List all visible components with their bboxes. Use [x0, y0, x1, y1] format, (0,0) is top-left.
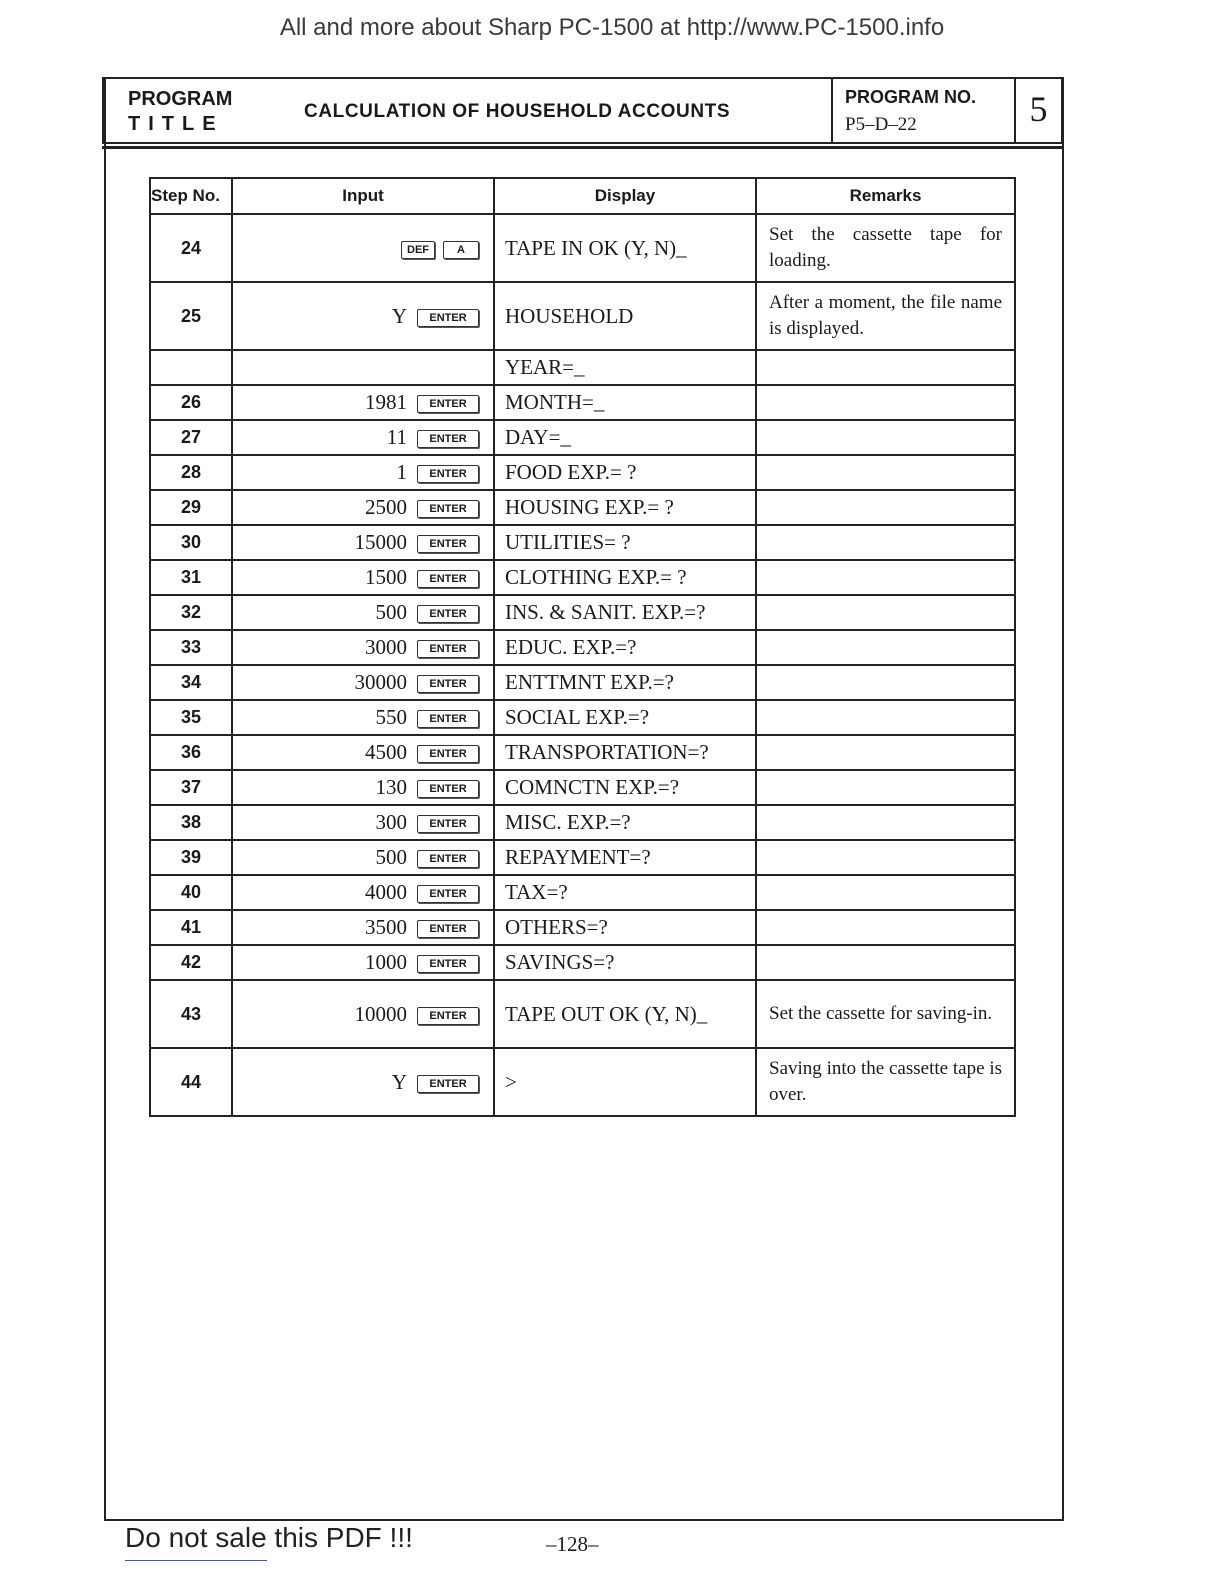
enter-key-icon: ENTER [417, 675, 479, 693]
input-value: 11 [386, 425, 407, 449]
step-number: 24 [150, 214, 232, 282]
footer-notice-underline [125, 1560, 267, 1561]
program-number-value: P5–D–22 [845, 114, 917, 135]
table-row [150, 700, 1015, 735]
remarks-text: Saving into the cassette tape is over. [756, 1048, 1015, 1116]
table-row [150, 805, 1015, 840]
remarks-text [756, 945, 1015, 980]
input-value: Y [391, 303, 407, 328]
table-row [150, 910, 1015, 945]
remarks-text: Set the cassette tape for loading. [756, 214, 1015, 282]
input-value: 4500 [365, 740, 407, 764]
enter-key-icon: ENTER [417, 710, 479, 728]
table-row [150, 735, 1015, 770]
table-row [150, 630, 1015, 665]
remarks-text [756, 560, 1015, 595]
display-text: ENTTMNT EXP.=? [494, 665, 756, 700]
input-cell [232, 490, 494, 525]
step-number: 44 [150, 1048, 232, 1116]
display-text: TAPE OUT OK (Y, N)_ [494, 980, 756, 1048]
a-key-icon: A [443, 241, 479, 259]
column-header-remarks: Remarks [756, 178, 1015, 214]
step-number: 43 [150, 980, 232, 1048]
input-cell [232, 560, 494, 595]
enter-key-icon: ENTER [417, 640, 479, 658]
input-cell [232, 980, 494, 1048]
input-value: 500 [375, 600, 407, 624]
input-value: 300 [375, 810, 407, 834]
step-number: 33 [150, 630, 232, 665]
display-text: TAX=? [494, 875, 756, 910]
remarks-text [756, 420, 1015, 455]
input-value: Y [391, 1069, 407, 1094]
input-value: 130 [375, 775, 407, 799]
enter-key-icon: ENTER [417, 535, 479, 553]
input-cell [232, 630, 494, 665]
input-cell [232, 1048, 494, 1116]
display-text: CLOTHING EXP.= ? [494, 560, 756, 595]
enter-key-icon: ENTER [417, 1075, 479, 1093]
input-cell [232, 455, 494, 490]
input-cell [232, 420, 494, 455]
table-row [150, 282, 1015, 350]
table-row [150, 875, 1015, 910]
input-value: 1981 [365, 390, 407, 414]
display-text: COMNCTN EXP.=? [494, 770, 756, 805]
input-value: 4000 [365, 880, 407, 904]
enter-key-icon: ENTER [417, 955, 479, 973]
remarks-text [756, 455, 1015, 490]
input-cell [232, 700, 494, 735]
column-header-step: Step No. [150, 178, 232, 214]
program-label-line2: TITLE [128, 113, 224, 135]
step-number: 40 [150, 875, 232, 910]
step-number: 25 [150, 282, 232, 350]
remarks-text [756, 490, 1015, 525]
steps-body [150, 214, 1015, 1116]
remarks-text [756, 385, 1015, 420]
table-row [150, 490, 1015, 525]
remarks-text [756, 910, 1015, 945]
remarks-text [756, 525, 1015, 560]
input-cell [232, 945, 494, 980]
page-number: –128– [546, 1532, 599, 1556]
step-number: 37 [150, 770, 232, 805]
step-number [150, 350, 232, 385]
input-value: 3500 [365, 915, 407, 939]
remarks-text [756, 735, 1015, 770]
input-cell [232, 385, 494, 420]
enter-key-icon: ENTER [417, 885, 479, 903]
program-number-label: PROGRAM NO. [845, 87, 977, 107]
table-row [150, 560, 1015, 595]
column-header-input: Input [232, 178, 494, 214]
remarks-text [756, 665, 1015, 700]
input-value: 10000 [354, 1001, 407, 1026]
table-row [150, 770, 1015, 805]
step-number: 31 [150, 560, 232, 595]
remarks-text [756, 595, 1015, 630]
enter-key-icon: ENTER [417, 395, 479, 413]
header-rule [102, 146, 1063, 149]
input-value: 1500 [365, 565, 407, 589]
remarks-text [756, 630, 1015, 665]
display-text: INS. & SANIT. EXP.=? [494, 595, 756, 630]
input-value: 2500 [365, 495, 407, 519]
program-title-label [128, 87, 232, 137]
table-row [150, 385, 1015, 420]
input-cell [232, 910, 494, 945]
display-text: YEAR=_ [494, 350, 756, 385]
enter-key-icon: ENTER [417, 605, 479, 623]
input-cell [232, 735, 494, 770]
input-cell [232, 805, 494, 840]
page-section-number: 5 [1014, 79, 1061, 142]
step-number: 36 [150, 735, 232, 770]
column-header-display: Display [494, 178, 756, 214]
step-number: 29 [150, 490, 232, 525]
display-text: DAY=_ [494, 420, 756, 455]
step-number: 35 [150, 700, 232, 735]
display-text: HOUSEHOLD [494, 282, 756, 350]
remarks-text [756, 700, 1015, 735]
enter-key-icon: ENTER [417, 570, 479, 588]
input-cell [232, 875, 494, 910]
remarks-text: Set the cassette for saving-in. [756, 980, 1015, 1048]
enter-key-icon: ENTER [417, 745, 479, 763]
step-number: 39 [150, 840, 232, 875]
enter-key-icon: ENTER [417, 815, 479, 833]
input-cell [232, 770, 494, 805]
input-cell [232, 665, 494, 700]
step-number: 26 [150, 385, 232, 420]
enter-key-icon: ENTER [417, 309, 479, 327]
program-title: CALCULATION OF HOUSEHOLD ACCOUNTS [304, 101, 731, 122]
enter-key-icon: ENTER [417, 430, 479, 448]
input-cell [232, 350, 494, 385]
watermark-header: All and more about Sharp PC-1500 at http://www.PC-1500.info [279, 14, 945, 41]
remarks-text [756, 350, 1015, 385]
input-value: 30000 [354, 670, 407, 694]
input-cell [232, 214, 494, 282]
step-number: 27 [150, 420, 232, 455]
step-number: 34 [150, 665, 232, 700]
table-row [150, 665, 1015, 700]
display-text: EDUC. EXP.=? [494, 630, 756, 665]
program-label-line1: PROGRAM [128, 88, 233, 110]
display-text: REPAYMENT=? [494, 840, 756, 875]
input-value: 550 [375, 705, 407, 729]
enter-key-icon: ENTER [417, 500, 479, 518]
table-row [150, 1048, 1015, 1116]
input-cell [232, 840, 494, 875]
steps-table [149, 177, 1016, 1117]
enter-key-icon: ENTER [417, 465, 479, 483]
display-text: FOOD EXP.= ? [494, 455, 756, 490]
input-cell [232, 595, 494, 630]
remarks-text [756, 875, 1015, 910]
remarks-text [756, 840, 1015, 875]
remarks-text [756, 770, 1015, 805]
footer-notice: Do not sale this PDF !!! [125, 1522, 413, 1553]
table-row [150, 980, 1015, 1048]
input-value: 500 [375, 845, 407, 869]
step-number: 32 [150, 595, 232, 630]
program-header [102, 77, 1063, 144]
display-text: SAVINGS=? [494, 945, 756, 980]
table-row [150, 595, 1015, 630]
display-text: TRANSPORTATION=? [494, 735, 756, 770]
input-value: 15000 [354, 530, 407, 554]
display-text: > [494, 1048, 756, 1116]
step-number: 30 [150, 525, 232, 560]
input-value: 1 [396, 460, 407, 484]
table-row [150, 525, 1015, 560]
step-number: 38 [150, 805, 232, 840]
step-number: 41 [150, 910, 232, 945]
enter-key-icon: ENTER [417, 1007, 479, 1025]
display-text: SOCIAL EXP.=? [494, 700, 756, 735]
enter-key-icon: ENTER [417, 850, 479, 868]
table-row [150, 945, 1015, 980]
step-number: 28 [150, 455, 232, 490]
enter-key-icon: ENTER [417, 780, 479, 798]
table-row [150, 840, 1015, 875]
display-text: OTHERS=? [494, 910, 756, 945]
input-value: 3000 [365, 635, 407, 659]
program-number-box [831, 79, 1014, 142]
input-value: 1000 [365, 950, 407, 974]
input-cell [232, 282, 494, 350]
display-text: MONTH=_ [494, 385, 756, 420]
remarks-text [756, 805, 1015, 840]
enter-key-icon: ENTER [417, 920, 479, 938]
display-text: UTILITIES= ? [494, 525, 756, 560]
table-row [150, 214, 1015, 282]
table-header-row [150, 178, 1015, 214]
display-text: MISC. EXP.=? [494, 805, 756, 840]
display-text: TAPE IN OK (Y, N)_ [494, 214, 756, 282]
table-row [150, 455, 1015, 490]
table-row [150, 350, 1015, 385]
display-text: HOUSING EXP.= ? [494, 490, 756, 525]
table-row [150, 420, 1015, 455]
input-cell [232, 525, 494, 560]
remarks-text: After a moment, the file name is displayed. [756, 282, 1015, 350]
step-number: 42 [150, 945, 232, 980]
def-key-icon: DEF [401, 241, 435, 259]
